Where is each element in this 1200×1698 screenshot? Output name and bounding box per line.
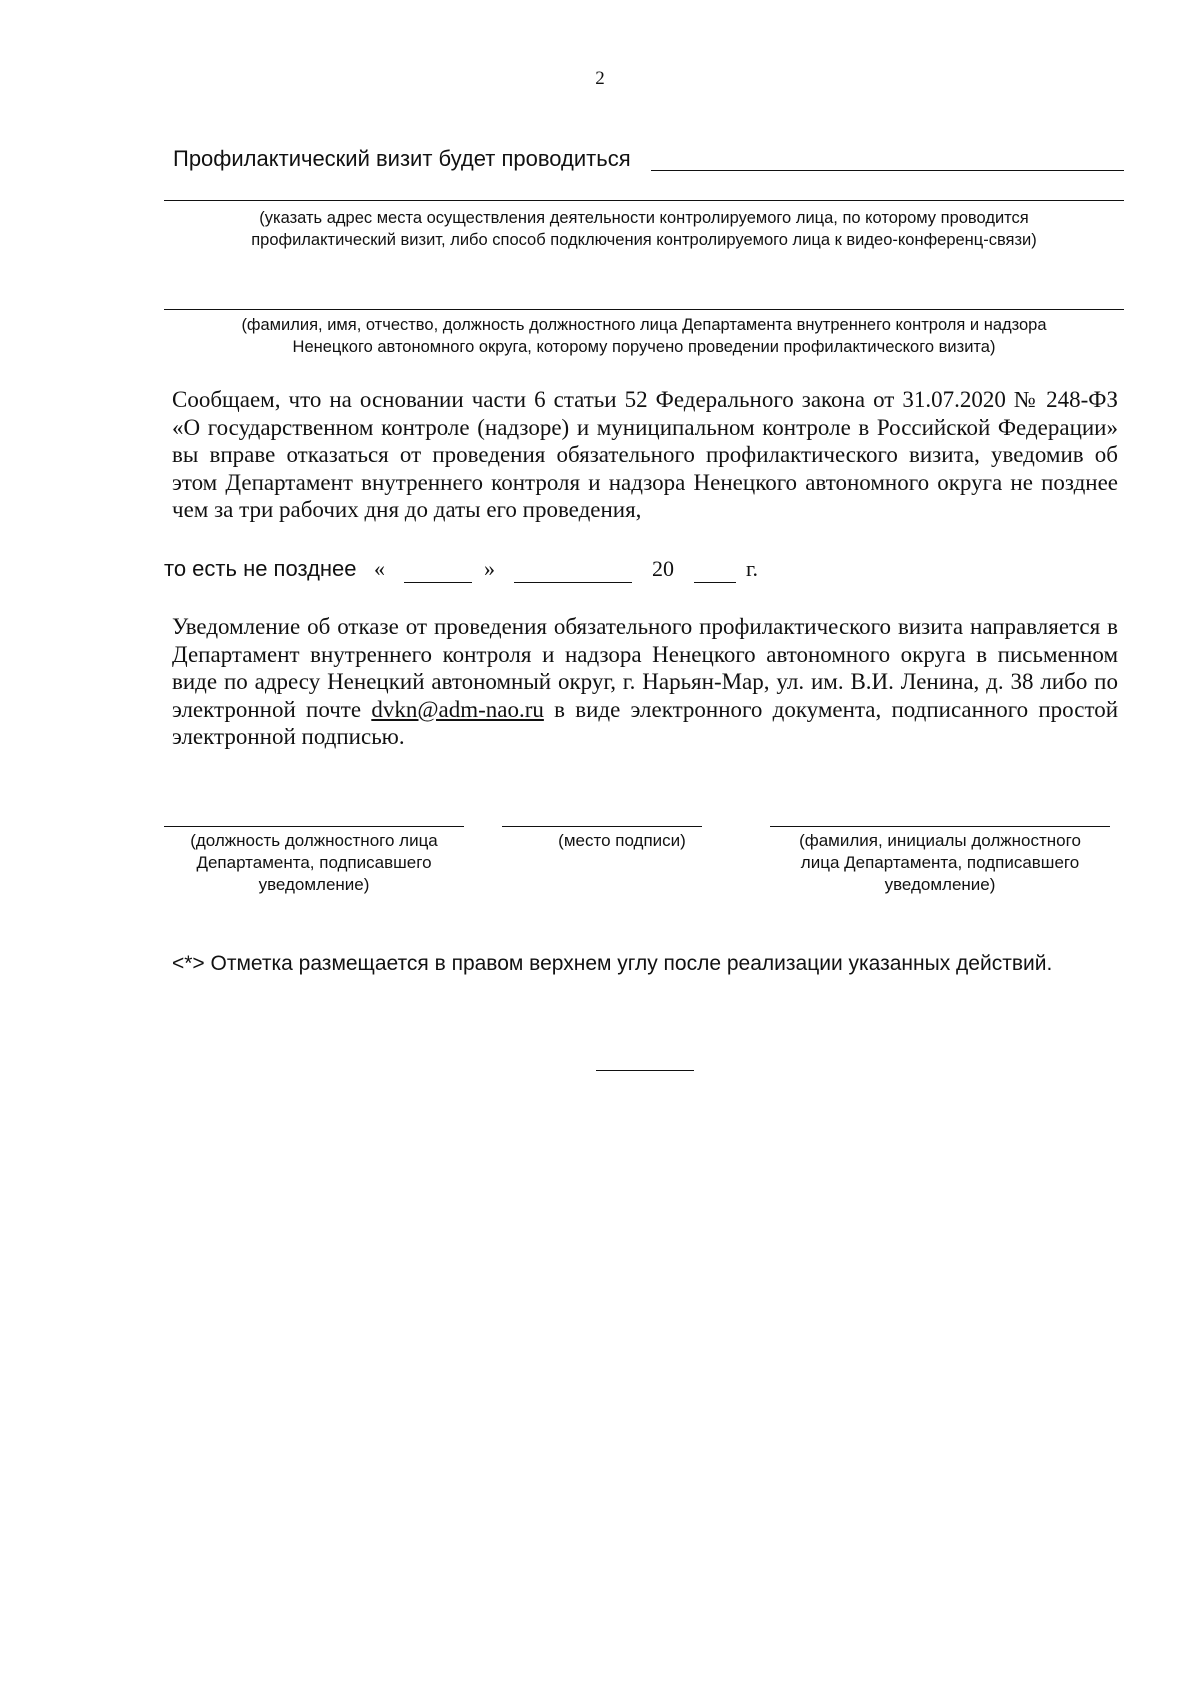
name-caption-line3: уведомление) (884, 875, 996, 894)
official-caption (164, 314, 1124, 358)
name-caption-line2: лица Департамента, подписавшего (800, 853, 1080, 872)
page-number: 2 (595, 68, 605, 89)
position-caption (164, 830, 464, 896)
refusal-text: Уведомление об отказе от проведения обязательного профилактического визита направляется в Департамент внутреннего контроля и надзора Ненецкого автономного округа в письменном виде по адресу Ненецкий автономный округ, г. Нарьян-Мар, ул. им. В.И. Ленина, д. 38 либо по электронной почте (172, 614, 1118, 722)
position-caption-line3: уведомление) (258, 875, 370, 894)
place-signature-field[interactable] (502, 826, 702, 827)
email-link[interactable]: dvkn@adm-nao.ru (371, 696, 544, 722)
position-signature-field[interactable] (164, 826, 464, 827)
official-name-field[interactable] (164, 309, 1124, 310)
official-caption-line1: (фамилия, имя, отчество, должность должностного лица Департамента внутреннего контроля и надзора (241, 316, 1047, 334)
refusal-paragraph (172, 613, 1118, 751)
position-caption-line2: Департамента, подписавшего (196, 853, 432, 872)
notice-paragraph (172, 386, 1118, 524)
name-caption-line1: (фамилия, инициалы должностного (799, 831, 1081, 850)
end-divider (596, 1070, 694, 1071)
address-caption-line1: (указать адрес места осуществления деятельности контролируемого лица, по которому проводится (259, 209, 1029, 227)
deadline-month-field[interactable] (514, 582, 632, 583)
deadline-close-quote: » (484, 556, 495, 581)
deadline-year-suffix: г. (746, 556, 759, 581)
deadline-year-field[interactable] (694, 582, 736, 583)
position-caption-line1: (должность должностного лица (190, 831, 438, 850)
deadline-year-prefix: 20 (652, 556, 674, 581)
address-caption (164, 207, 1124, 251)
deadline-label: то есть не позднее (164, 556, 357, 581)
visit-address-field[interactable] (651, 170, 1124, 171)
footnote: <*> Отметка размещается в правом верхнем углу после реализации указанных действий. (172, 952, 1053, 975)
name-signature-field[interactable] (770, 826, 1110, 827)
deadline-day-field[interactable] (404, 582, 472, 583)
visit-line-label: Профилактический визит будет проводиться (173, 146, 631, 171)
deadline-open-quote: « (374, 556, 385, 581)
refusal-text-end: в виде электронного документа, подписанного простой электронной подписью. (172, 696, 1119, 749)
address-caption-line2: профилактический визит, либо способ подключения контролируемого лица к видео-конференц-связи) (251, 231, 1037, 249)
visit-address-field-line2[interactable] (164, 200, 1124, 201)
official-caption-line2: Ненецкого автономного округа, которому поручено проведении профилактического визита) (292, 338, 996, 356)
place-caption: (место подписи) (558, 831, 686, 850)
notice-text: Сообщаем, что на основании части 6 статьи 52 Федерального закона от 31.07.2020 № 248-ФЗ «О государственном контроле (надзоре) и муниципальном контроле в Российской Федерации» вы вправе отказаться от проведения обязательного профилактического визита, уведомив об этом Департамент внутреннего контроля и надзора Ненецкого автономного округа не позднее чем за три рабочих дня до даты его проведения, (172, 387, 1118, 522)
name-caption (770, 830, 1110, 896)
